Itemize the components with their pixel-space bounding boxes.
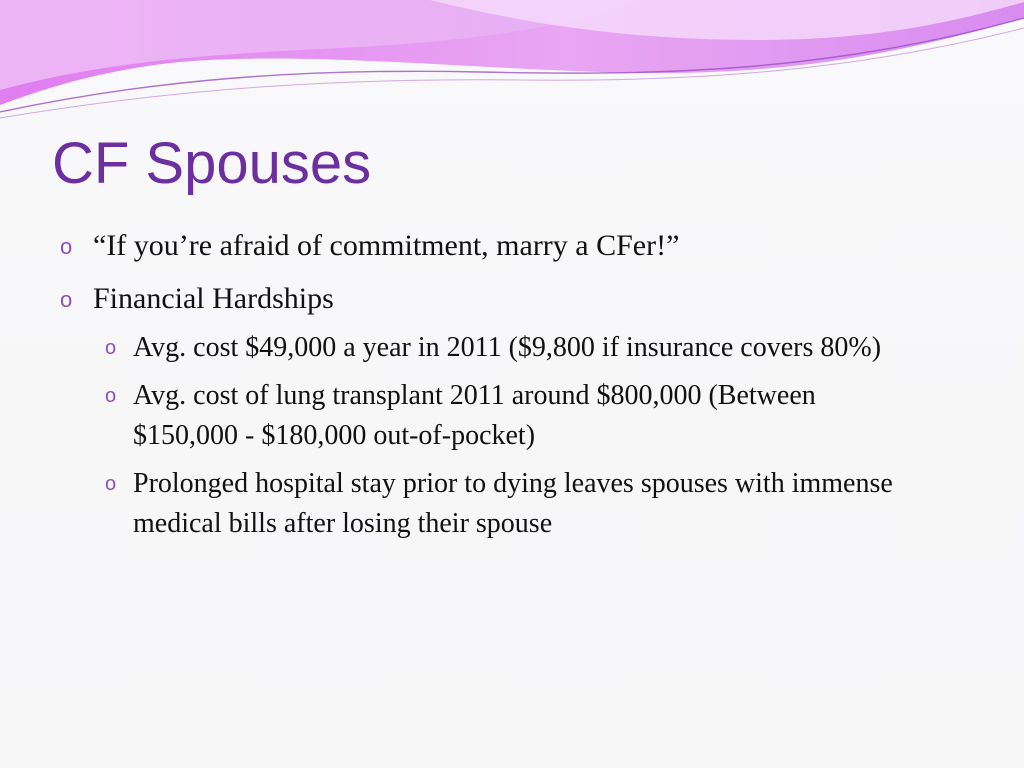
bullet-financial-hardships [60,275,960,323]
slide-body [60,222,960,552]
bullet-circle-icon: o [60,234,73,259]
bullet-text: Financial Hardships [93,282,334,315]
sub-bullet-circle-icon: o [105,385,117,407]
sub-bullet-circle-icon: o [105,337,117,359]
sub-bullet-text: Avg. cost of lung transplant 2011 around $800,000 (Between $150,000 - $180,000 out-of-pocket) [133,380,816,451]
bullet-circle-icon: o [60,287,73,312]
sub-bullet-text: Avg. cost $49,000 a year in 2011 ($9,800 if insurance covers 80%) [133,332,882,363]
sub-bullet-avg-cost [105,328,913,368]
sub-bullet-lung-transplant [105,376,913,456]
bullet-text: “If you’re afraid of commitment, marry a CFer!” [93,229,680,262]
sub-bullet-text: Prolonged hospital stay prior to dying leaves spouses with immense medical bills after losing their spouse [133,468,893,539]
decorative-wave-header [0,0,1024,130]
sub-bullet-circle-icon: o [105,473,117,495]
bullet-quote [60,222,960,270]
slide-title: CF Spouses [52,131,372,196]
sub-bullet-hospital-stay [105,464,913,544]
